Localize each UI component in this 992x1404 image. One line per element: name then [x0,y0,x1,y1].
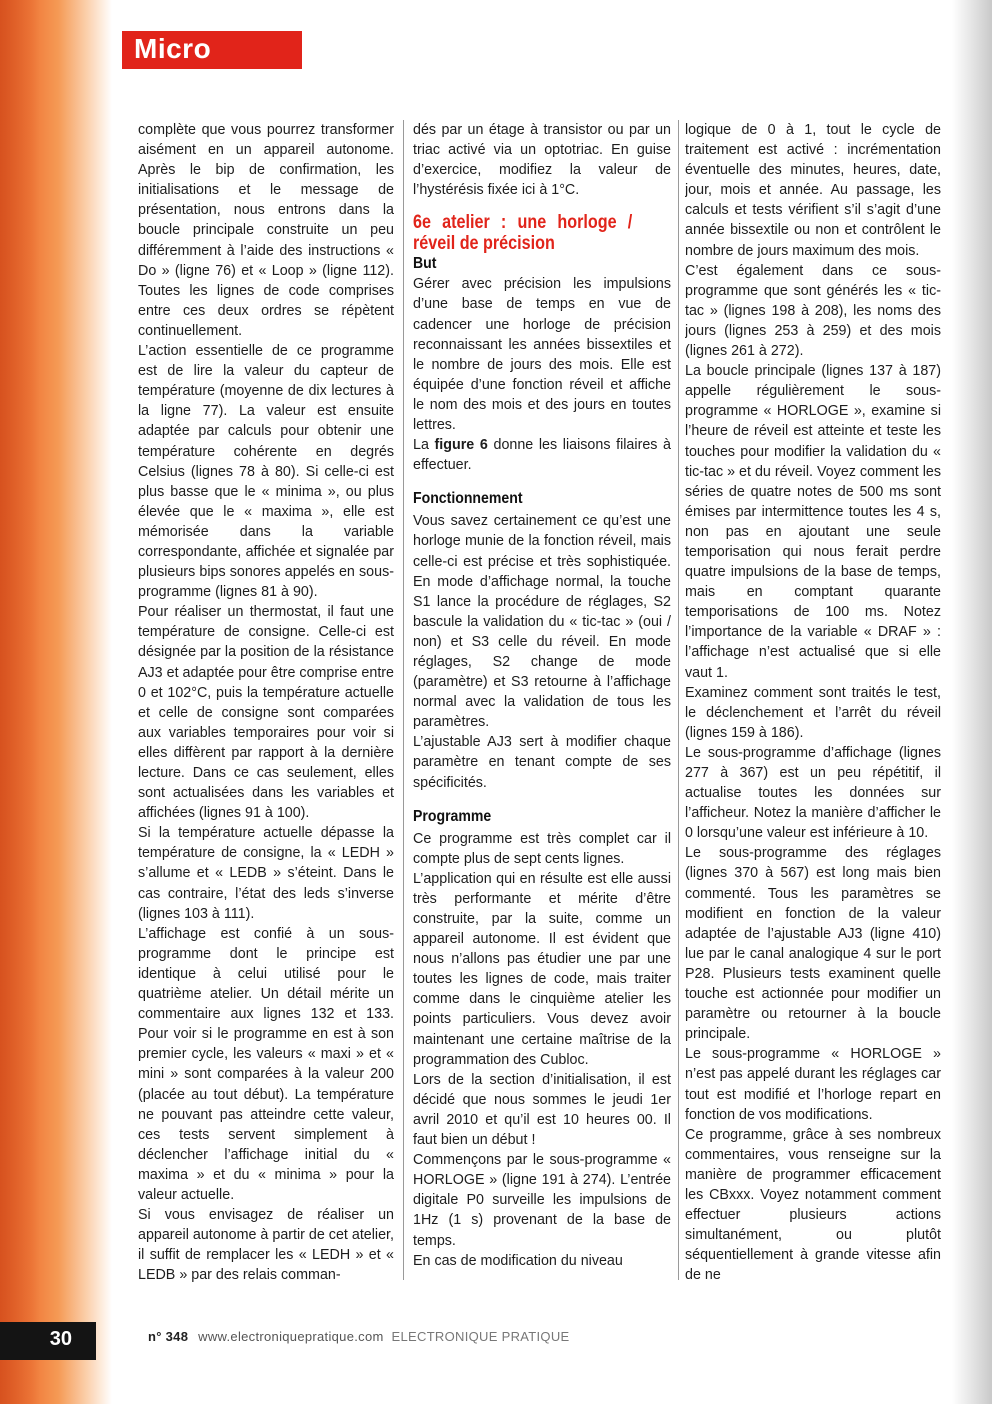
paragraph: Lors de la section d’initialisation, il est décidé que nous sommes le jeudi 1er avril 2010 et qu’il est 10 heures 00. Il faut bien un début ! [413,1071,671,1149]
paragraph: La figure 6 donne les liaisons filaires à effectuer. [413,437,671,474]
paragraph: L’affichage est confié à un sous-programme dont le principe est identique à celui utilisé pour le quatrième atelier. Un détail mérite un commentaire aux lignes 132 et 133. Pour voir si le programme en est à son premier cycle, les valeurs « maxi » et « mini » sont comparées à la valeur 200 (placée au tout début). La température ne pouvant pas atteindre cette valeur, ces tests servent simplement à déclencher l’affichage initial du « maxima » et du « minima » pour la valeur actuelle. [138,925,394,1203]
paragraph: Ce programme est très complet car il compte plus de sept cents lignes. [413,830,671,867]
paragraph: Si la température actuelle dépasse la température de consigne, la « LEDH » s’allume et « LEDB » s’éteint. Dans le cas contraire, l’état des leds s’inverse (lignes 103 à 111). [138,825,394,922]
paragraph: C’est également dans ce sous-programme que sont générés les « tic-tac » (lignes 198 à 208), les noms des jours (lignes 253 à 259) et des mois (lignes 261 à 272). [685,262,941,360]
column-divider [678,120,679,1280]
paragraph: Commençons par le sous-programme « HORLOGE » (ligne 191 à 274). L’entrée digitale P0 surveille les impulsions de 1Hz (1 s) provenant de la base de temps. [413,1152,671,1249]
text-column-3 [685,120,941,1290]
subheading-but: But [413,255,437,273]
paragraph: En cas de modification du niveau [413,1252,623,1269]
section-tab [122,31,302,69]
page-edge-shadow [952,0,992,1404]
paragraph: Ce programme, grâce à ses nombreux commentaires, vous renseigne sur la manière de programmer efficacement les CBxxx. Voyez notamment comment effectuer plusieurs actions simultanément, ou plutôt séquentiellement à grande vitesse afin de ne [685,1126,941,1284]
website-url: www.electroniquepratique.com [198,1329,384,1344]
paragraph: La boucle principale (lignes 137 à 187) appelle régulièrement le sous-programme « HORLOGE », examine si l’heure de réveil est atteinte et teste les touches pour modifier la validation du « tic-tac » et du réveil. Voyez comment les séries de quatre notes de 500 ms sont émises par intermittence toutes les 4 s, non pas en ajoutant une seule temporisation qui nous ferait perdre quatre impulsions de la base de temps, mais en comptant quarante temporisations de 100 ms. Notez l’importance de la variable « DRAF » : l’affichage n’est actualisé que si elle vaut 1. [685,363,941,681]
text-column-2 [413,120,671,1290]
figure-reference: figure 6 [434,437,488,454]
text-column-1 [138,120,394,1290]
paragraph: Gérer avec précision les impulsions d’une base de temps en vue de cadencer une horloge de précision reconnaissant les années bissextiles et le nombre de jours des mois. Elle est équipée d’une fonction réveil et affiche le nom des mois et des jours en toutes lettres. [413,276,671,434]
paragraph: Si vous envisagez de réaliser un appareil autonome à partir de cet atelier, il suffit de remplacer les « LEDH » et « LEDB » par des relais comman- [138,1207,394,1284]
article-heading: 6e atelier : une horloge / réveil de précision [413,212,633,255]
subheading-programme: Programme [413,807,492,825]
page-number: 30 [49,1328,72,1350]
paragraph: Pour réaliser un thermostat, il faut une température de consigne. Celle-ci est désignée par la position de la résistance AJ3 et adaptée pour être comprise entre 0 et 102°C, puis la température actuelle et celle de consigne sont comparées aux variables temporaires pour voir si elles diffèrent par rapport à la dernière lecture. Dans ce cas seulement, elles sont actualisées dans les variables et affichées (lignes 91 à 100). [138,604,394,822]
paragraph: Vous savez certainement ce qu’est une horloge munie de la fonction réveil, mais celle-ci est précise et très sophistiquée. En mode d’affichage normal, la touche S1 lance la procédure de réglages, S2 bascule la validation du « tic-tac » (oui / non) et S3 celle du réveil. En mode réglages, S2 change de mode (paramètre) et S3 retourne à l’affichage normal avec la validation de tous les paramètres. [413,513,671,731]
subheading-fonctionnement: Fonctionnement [413,490,523,508]
paragraph: Examinez comment sont traités le test, le déclenchement et l’arrêt du réveil (lignes 159 à 186). [685,684,941,741]
section-title: Micro [134,33,212,64]
paragraph: complète que vous pourrez transformer aisément en un appareil autonome. Après le bip de confirmation, les initialisations et le message de présentation, nous entrons dans la boucle principale construite un peu différemment à l’aide des instructions « Do » (ligne 76) et « Loop » (ligne 112). Toutes les lignes de code comprises entre ces deux ordres se répètent continuellement. [138,122,394,339]
magazine-name: ELECTRONIQUE PRATIQUE [391,1329,570,1344]
paragraph: L’ajustable AJ3 sert à modifier chaque paramètre en tenant compte de ses spécificités. [413,734,671,791]
paragraph: L’application qui en résulte est elle aussi très performante et mérite d’être construite, par la suite, comme un appareil autonome. Il est évident que nous n’allons pas étudier une par une toutes les lignes de code, mais traiter comme dans le cinquième atelier les points particuliers. Vous devez avoir maintenant une certaine maîtrise de la programmation des Cubloc. [413,870,671,1068]
orange-side-band [0,0,112,1404]
paragraph: dés par un étage à transistor ou par un triac activé via un optotriac. En guise d’exercice, modifiez la valeur de l’hystérésis fixée ici à 1°C. [413,122,671,199]
paragraph: Le sous-programme d’affichage (lignes 277 à 367) est un peu répétitif, il actualise toutes les données sur l’afficheur. Notez la manière d’afficher le 0 lorsqu’une valeur est inférieure à 10. [685,744,941,842]
column-divider [403,120,404,1280]
paragraph: L’action essentielle de ce programme est de lire la valeur du capteur de température (moyenne de dix lectures à la ligne 77). La valeur est ensuite adaptée par calculs pour obtenir une température cohérente en degrés Celsius (lignes 78 à 80). Si celle-ci est plus basse que le « minima », ou plus élevée que le « maxima », elle est mémorisée dans la variable correspondante, affichée et signalée par plusieurs bips sonores appelés en sous-programme (lignes 81 à 90). [138,343,394,601]
footer [148,1329,570,1344]
paragraph: Le sous-programme des réglages (lignes 370 à 567) est long mais bien commenté. Tous les paramètres se modifient en fonction de la valeur adaptée de l’ajustable AJ3 (ligne 410) lue par le canal analogique 4 sur le port P28. Plusieurs tests examinent quelle touche est actionnée pour modifier un paramètre ou retourner à la boucle principale. [685,845,941,1043]
issue-number: n° 348 [148,1329,189,1344]
paragraph: Le sous-programme « HORLOGE » n’est pas appelé durant les réglages car tout est modifié et l’horloge repart en fonction de vos modifications. [685,1046,941,1123]
paragraph: logique de 0 à 1, tout le cycle de traitement est activé : incrémentation éventuelle des minutes, heures, date, jour, mois et année. Au passage, les calculs et tests vérifient s’il s’agit d’une année bissextile ou non et contrôlent le nombre de jours maximum des mois. [685,122,941,259]
page-number-box [0,1322,96,1360]
